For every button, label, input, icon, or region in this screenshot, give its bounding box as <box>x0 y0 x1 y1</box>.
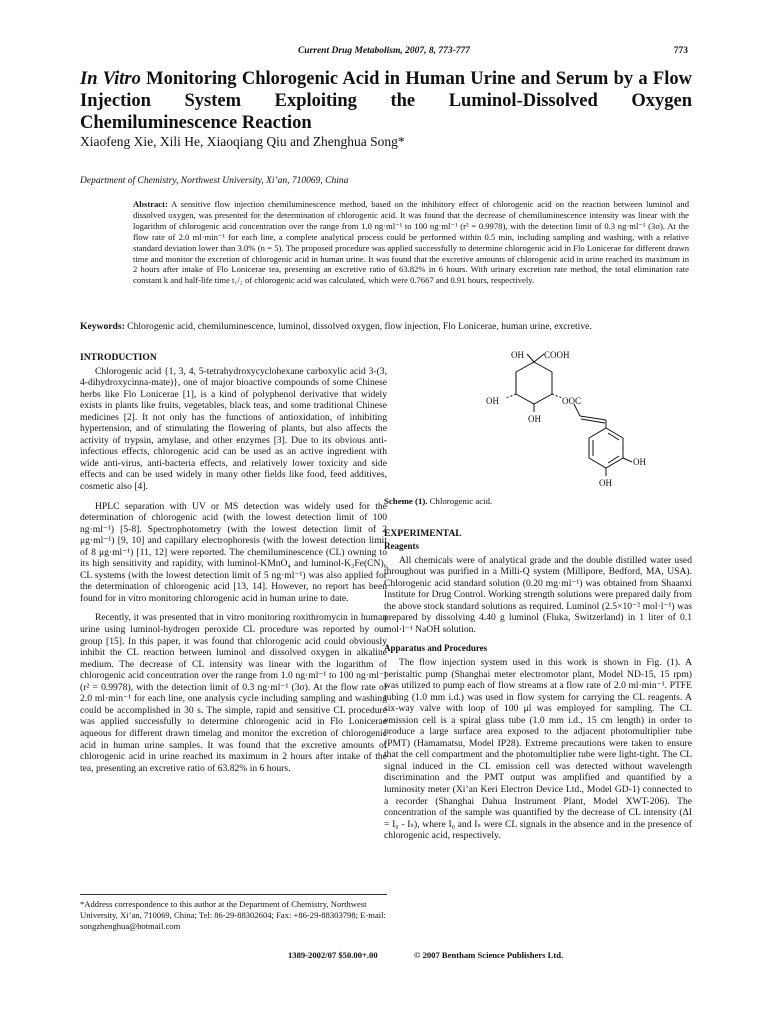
introduction-heading: INTRODUCTION <box>80 352 157 363</box>
intro-paragraph: HPLC separation with UV or MS detection was widely used for the determination of chlorogenic acid (with the lowest detection limit of 100 ng·ml⁻¹) [5-8]. Spectrophotometry (with the lowest detection limit of 2 μg·ml⁻¹) [9, 10] and capillary electrophoresis (with the lowest detection limit of 8 μg·ml⁻¹) [11, 12] were reported. The chemiluminescence (CL) owning to its high sensitivity and rapidity, with luminol-KMnO₄ and luminol-K₃Fe(CN)₆ CL systems (with the lowest detection limit of 5 ng·ml⁻¹) was also applied for the determination of chlorogenic acid [13, 14]. However, no report has been found for in vitro monitoring chlorogenic acid in human urine to date. <box>80 500 387 604</box>
correspondence-footnote: *Address correspondence to this author at the Department of Chemistry, Northwest University, Xi’an, 710069, China; Tel: 86-29-88302604; Fax: +86-29-88303798; E-mail: songzhenghua@hotmail.com <box>80 894 387 931</box>
running-header-journal: Current Drug Metabolism, 2007, 8, 773-777 <box>297 46 471 56</box>
label-oh: OH <box>486 396 499 406</box>
title-main-part: Monitoring Chlorogenic Acid in Human Urine and Serum by a Flow Injection System Exploiting the Luminol-Dissolved Oxygen Chemiluminescence Reaction <box>80 69 692 133</box>
intro-paragraph: Chlorogenic acid {1, 3, 4, 5-tetrahydroxycyclohexane carboxylic acid 3-(3, 4-dihydroxycinna-mate)}, one of major bioactive compounds of some Chinese herbs like Flo Lonicerae [1], is a kind of polyphenol derivative that widely exists in plants like fruits, vegetables, black teas, and some traditional Chinese medicines [2]. It not only has the functions of antioxidation, of inhibiting hypertension, and of stimulating the flowering of plants, but also affects the activity of trypsin, amylase, and other enzymes [3]. Due to its obvious anti-infectious effects, chlorogenic acid can be used as an active ingredient with wide anti-virus, anti-bacteria effects, and relatively lower toxicity and side effects and can be used widely in many other fields like food, feed additives, cosmetic also [4]. <box>80 365 387 493</box>
label-ooc: OOC <box>562 396 582 406</box>
apparatus-paragraph: The flow injection system used in this work is shown in Fig. (1). A peristaltic pump (Shanghai meter electromotor plant, Model ND-15, 15 rpm) was utilized to pump each of flow streams at a flow rate of 2.0 ml·min⁻¹. PTFE tubing (1.0 mm i.d.) was used in flow system for carrying the CL reagents. A six-way valve with loop of 100 μl was employed for sampling. The CL emission cell is a spiral glass tube (1.0 mm i.d., 15 cm length) in order to produce a large surface area exposed to the adjacent photomultiplier tube (PMT) (Hamamatsu, Model IP28). Extreme precautions were taken to ensure that the cell compartment and the photomultiplier tube were light-tight. The CL signal induced in the CL emission cell was detected without wavelength discrimination and the PMT output was amplified and quantified by a luminosity meter (Xi’an Keri Electron Device Ltd., Model GD-1) connected to a recorder (Shanghai Dahua Instrument Plant, Model XWT-206). The concentration of the sample was quantified by the decrease of CL intensity (ΔI = I₀ - Iₛ), where I₀ and Iₛ were CL signals in the absence and in the presence of chlorogenic acid, respectively. <box>384 657 692 842</box>
label-oh: OH <box>511 350 524 360</box>
label-oh: OH <box>633 457 646 467</box>
scheme-caption-text: Chlorogenic acid. <box>427 496 493 506</box>
abstract-label: Abstract: <box>133 199 168 209</box>
right-column <box>384 352 692 850</box>
author-list: Xiaofeng Xie, Xili He, Xiaoqiang Qiu and Zhenghua Song* <box>80 134 405 149</box>
reagents-heading: Reagents <box>384 541 419 552</box>
label-oh: OH <box>599 478 612 488</box>
abstract-text: A sensitive flow injection chemiluminescence method, based on the inhibitory effect of chlorogenic acid on the reaction between luminol and dissolved oxygen, was presented for the determination of chlorogenic acid. It was found that the decrease of chemiluminescence intensity was linear with the logarithm of chlorogenic acid concentration over the range from 1.0 ng·ml⁻¹ to 100 ng·ml⁻¹ (r² = 0.9978), with the detection limit of 0.3 ng·ml⁻¹ (3σ). At the flow rate of 2.0 ml·min⁻¹ for each line, a complete analytical process could be performed within 0.5 min, including sampling and washing, with a relative standard deviation lower than 3.0% (n = 5). The proposed procedure was applied successfully to determine chlorogenic acid in Flo Lonicerae for different drawn time and monitor the excretion of chlorogenic acid in human urine. It was found that the excretive amounts of chlorogenic acid in urine reached its maximum in 2 hours after intake of Flo Lonicerae tea, presenting an excretive ratio of 63.82% in 6 hours. With urinary excretion rate method, the total elimination rate constant k and half-life time t₁/₂ of chlorogenic acid was calculated, which were 0.7667 and 0.91 hours, respectively. <box>133 199 689 286</box>
page-number: 773 <box>673 46 688 56</box>
scheme-caption <box>384 496 692 508</box>
affiliation: Department of Chemistry, Northwest University, Xi’an, 710069, China <box>80 176 349 186</box>
reagents-paragraph: All chemicals were of analytical grade and the double distilled water used throughout was purified in a Milli-Q system (Millipore, Bedford, MA, USA). Chlorogenic acid standard solution (0.20 mg·ml⁻¹) was obtained from Shaanxi Institute for Drug Control. Working strength solutions were prepared daily from the above stock standard solutions as required. Luminol (2.5×10⁻² mol·l⁻¹) was prepared by dissolving 4.40 g luminol (Fluka, Switzerland) in 1 liter of 0.1 mol·l⁻¹ NaOH solution. <box>384 554 692 635</box>
scheme-caption-label: Scheme (1). <box>384 496 428 506</box>
intro-paragraph: Recently, it was presented that in vitro monitoring roxithromycin in human urine using luminol-hydrogen peroxide CL procedure was reported by our group [15]. In this paper, it was found that chlorogenic acid could obviously inhibit the CL reaction between luminol and dissolved oxygen in alkaline medium. The decrease of CL intensity was linear with the logarithm of chlorogenic acid concentration over the range from 1.0 ng·ml⁻¹ to 100 ng·ml⁻¹ (r² = 0.9978), with the detection limit of 0.3 ng·ml⁻¹ (3σ). At the flow rate of 2.0 ml·min⁻¹ for each line, one analysis cycle including sampling and washing could be accomplished in 30 s. The simple, rapid and sensitive CL procedure was applied successfully to determine chlorogenic acid in Flo Lonicerae aqueous for different drawn timelag and monitor the excretion of chlorogenic acid in human urine samples. It was found that the excretive amounts of chlorogenic acid in urine reached its maximum in 2 hours after intake of the tea, presenting an excretive ratio of 63.82% in 6 hours. <box>80 612 387 774</box>
experimental-heading: EXPERIMENTAL <box>384 527 462 539</box>
keywords-label: Keywords: <box>80 321 125 332</box>
article-title <box>80 68 692 134</box>
label-cooh: COOH <box>544 350 570 360</box>
label-oh: OH <box>528 414 541 424</box>
keywords <box>80 321 692 332</box>
abstract <box>133 199 689 286</box>
keywords-text: Chlorogenic acid, chemiluminescence, luminol, dissolved oxygen, flow injection, Flo Lonicerae, human urine, excretive. <box>124 321 592 332</box>
left-column <box>80 352 387 782</box>
chlorogenic-acid-structure <box>384 352 692 492</box>
title-italic-part: In Vitro <box>80 69 141 89</box>
copyright-notice: © 2007 Bentham Science Publishers Ltd. <box>414 950 564 960</box>
issn-price: 1389-2002/07 $50.00+.00 <box>288 950 378 960</box>
apparatus-heading: Apparatus and Procedures <box>384 643 488 654</box>
